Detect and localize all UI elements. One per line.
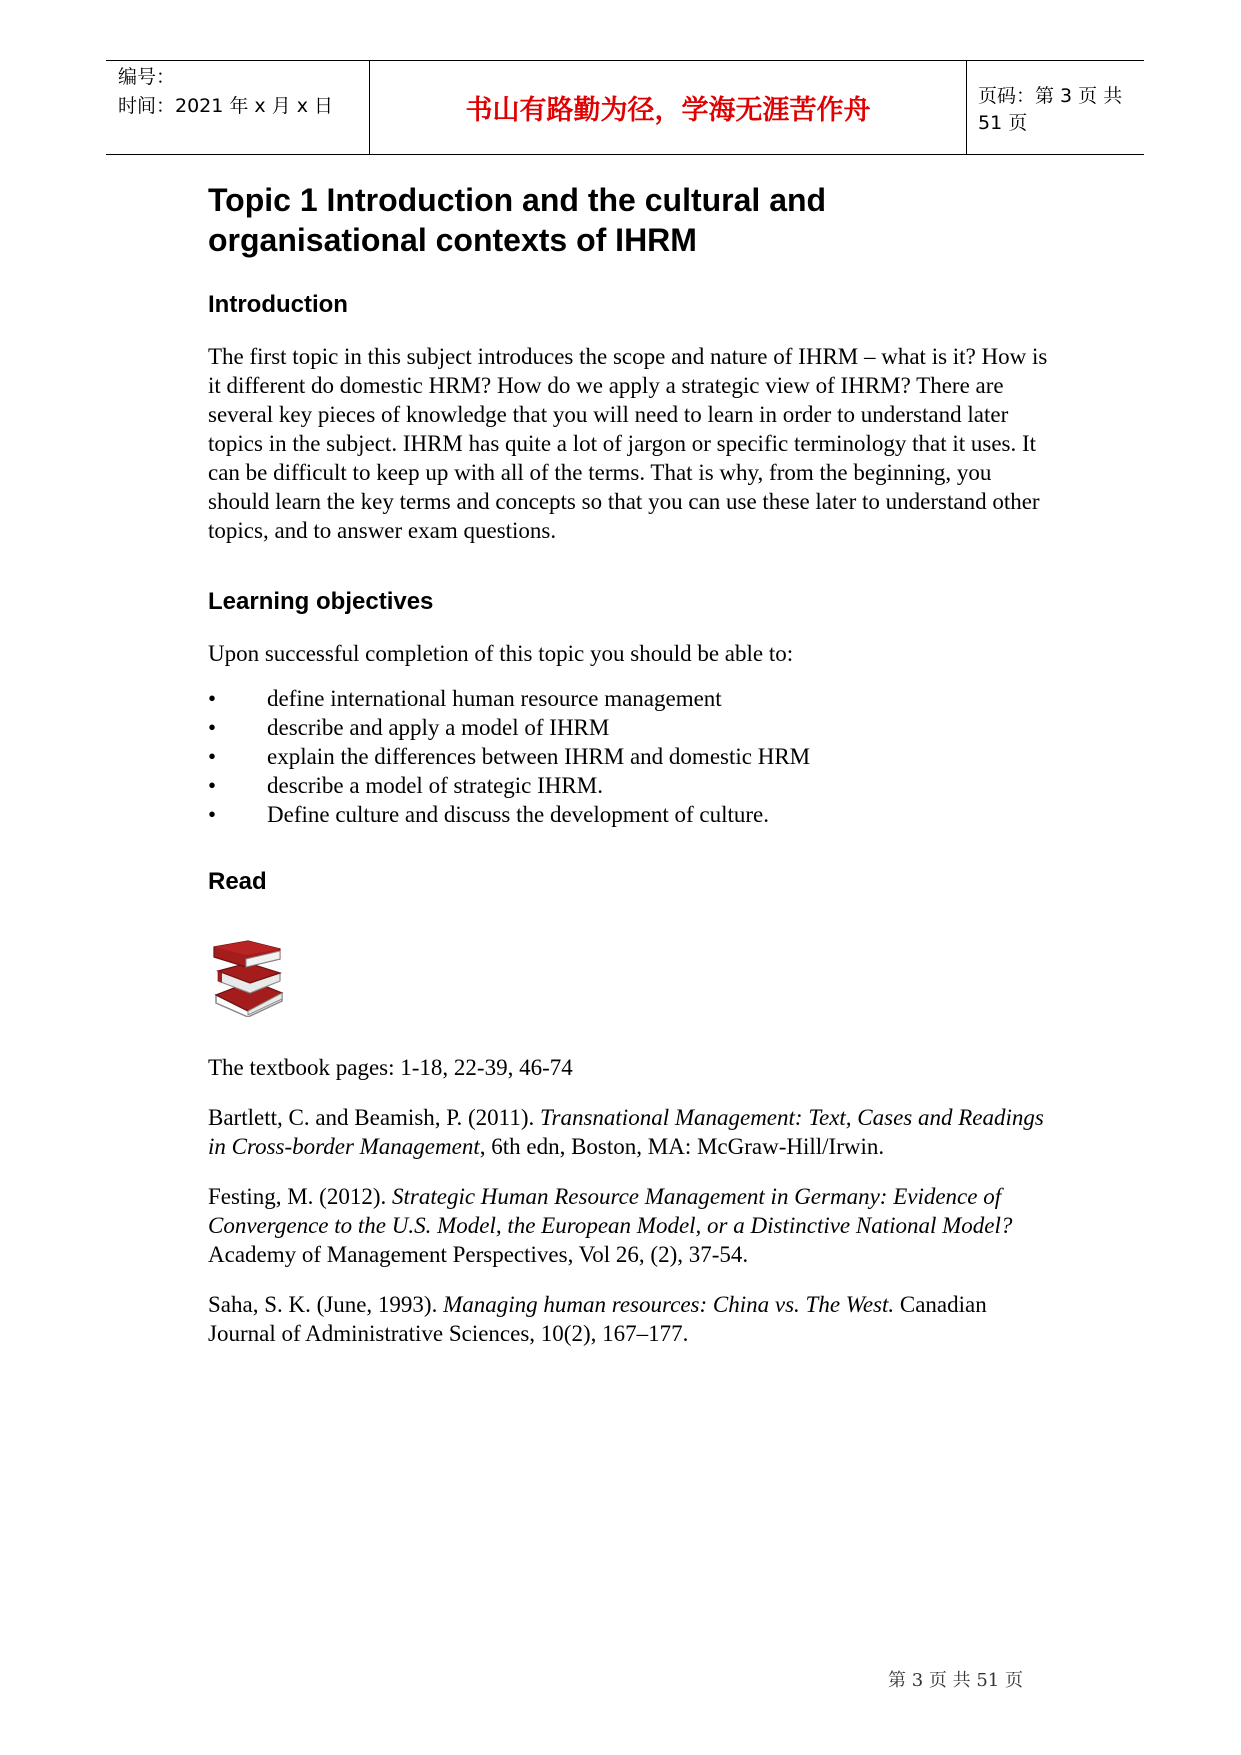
introduction-heading: Introduction <box>208 291 348 318</box>
introduction-paragraph: The first topic in this subject introduces the scope and nature of IHRM – what is it? How is it different do domestic HRM? How do we apply a strategic view of IHRM? There are several key pieces of knowledge that you will need to learn in order to understand later topics in the subject. IHRM has quite a lot of jargon or specific terminology that it uses. It can be difficult to keep up with all of the terms. That is why, from the beginning, you should learn the key terms and concepts so that you can use these later to understand other topics, and to answer exam questions. <box>208 344 1048 543</box>
objectives-list <box>208 684 1048 829</box>
header-date-label: 时间：2021 年 x 月 x 日 <box>118 95 334 117</box>
list-item: • define international human resource management <box>208 684 1048 713</box>
header-divider <box>966 61 967 154</box>
reference-title: Strategic Human Resource Management in Germany: Evidence of Convergence to the U.S. Model, the European Model, or a Distinctive National Model? <box>208 1184 1013 1238</box>
list-item: • explain the differences between IHRM and domestic HRM <box>208 742 1048 771</box>
list-item: • Define culture and discuss the development of culture. <box>208 800 1048 829</box>
reference-author: Festing, M. (2012). <box>208 1184 392 1209</box>
reference-item <box>208 1182 1048 1269</box>
reference-author: Saha, S. K. (June, 1993). <box>208 1292 444 1317</box>
reference-details: Academy of Management Perspectives, Vol 26, (2), 37-54. <box>208 1242 749 1267</box>
page-footer: 第 3 页 共 51 页 <box>888 1670 1023 1691</box>
header-number-label: 编号： <box>118 66 176 88</box>
list-item: • describe and apply a model of IHRM <box>208 713 1048 742</box>
page-title: Topic 1 Introduction and the cultural and organisational contexts of IHRM <box>208 182 827 258</box>
header-meta <box>118 63 368 121</box>
header-page-label: 页码：第 3 页 共 51 页 <box>978 84 1123 134</box>
objectives-intro: Upon successful completion of this topic you should be able to: <box>208 641 794 666</box>
document-body <box>208 180 1048 1348</box>
page-header <box>106 60 1144 155</box>
objectives-heading: Learning objectives <box>208 588 434 615</box>
list-item: • describe a model of strategic IHRM. <box>208 771 1048 800</box>
read-heading: Read <box>208 868 267 895</box>
books-icon <box>208 937 288 1017</box>
reference-author: Bartlett, C. and Beamish, P. (2011). <box>208 1105 540 1130</box>
textbook-pages: The textbook pages: 1-18, 22-39, 46-74 <box>208 1055 573 1080</box>
reference-details: , 6th edn, Boston, MA: McGraw-Hill/Irwin. <box>479 1134 885 1159</box>
reference-item <box>208 1103 1048 1161</box>
header-motto: 书山有路勤为径，学海无涯苦作舟 <box>465 95 871 126</box>
reference-title: Transnational Management: Text, Cases and Readings in Cross-border Management <box>208 1105 1044 1159</box>
reference-details: Canadian Journal of Administrative Sciences, 10(2), 167–177. <box>208 1292 987 1346</box>
reference-title: Managing human resources: China vs. The West. <box>443 1292 895 1317</box>
reference-item <box>208 1290 1048 1348</box>
